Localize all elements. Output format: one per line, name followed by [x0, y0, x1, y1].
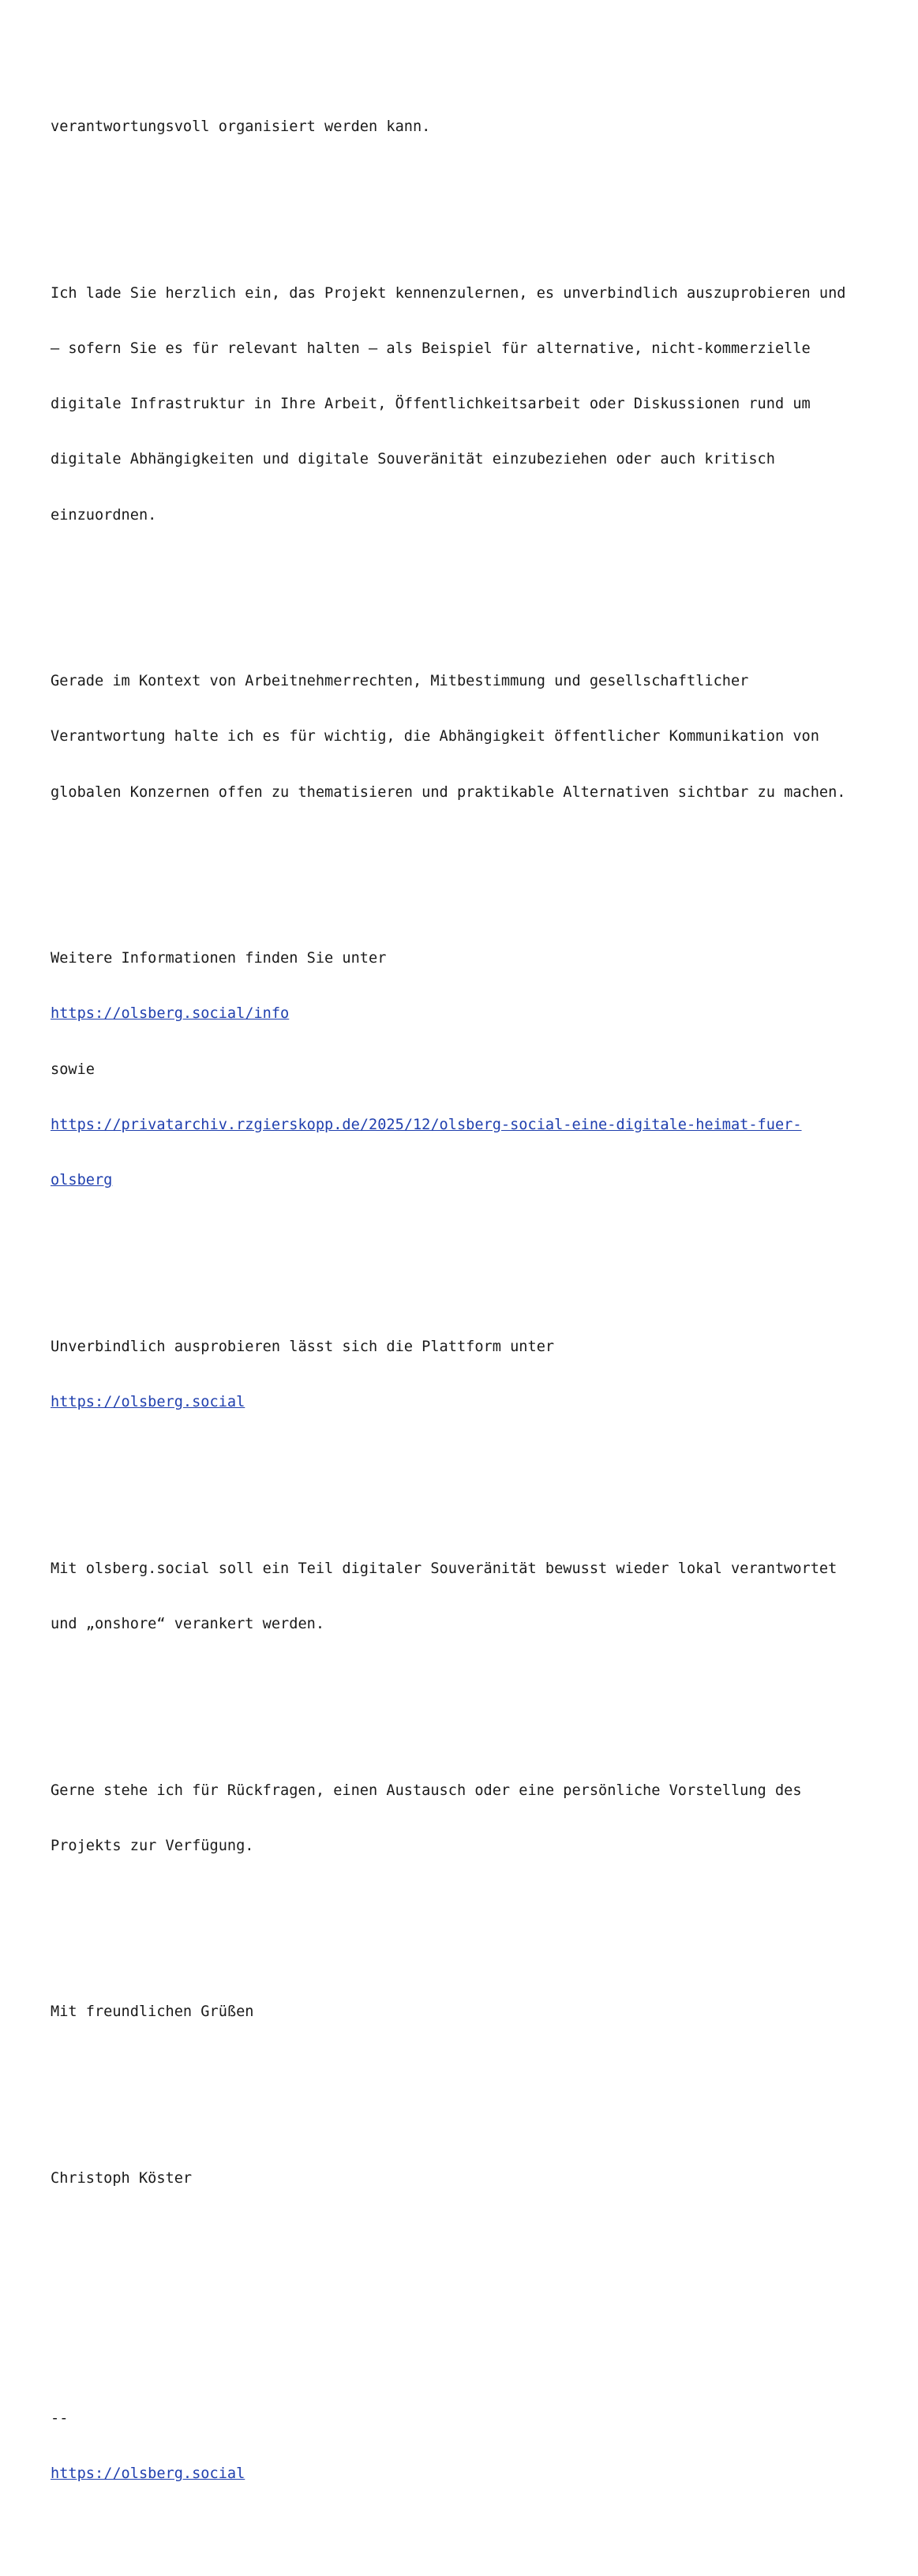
- try-paragraph: [51, 1301, 887, 1448]
- article-link-line-1[interactable]: https://privatarchiv.rzgierskopp.de/2025/12/olsberg-social-eine-digitale-heimat-fuer-: [51, 1116, 802, 1133]
- article-link-line-2[interactable]: olsberg: [51, 1172, 113, 1189]
- signature-block: [51, 2372, 887, 2520]
- info-paragraph: [51, 912, 887, 1226]
- email-body: [51, 25, 887, 2576]
- sender-paragraph: [51, 2132, 887, 2225]
- closing-paragraph: [51, 1966, 887, 2059]
- info-lead: Weitere Informationen finden Sie unter: [51, 950, 387, 967]
- contact-paragraph: [51, 1744, 887, 1892]
- closing-line: Mit freundlichen Grüßen: [51, 2003, 254, 2021]
- invite-line-1: Ich lade Sie herzlich ein, das Projekt kennenzulernen, es unverbindlich auszuprobieren und: [51, 284, 846, 302]
- intro-paragraph: [51, 81, 887, 173]
- contact-line-1: Gerne stehe ich für Rückfragen, einen Austausch oder eine persönliche Vorstellung des: [51, 1782, 802, 1799]
- sender-name: Christoph Köster: [51, 2170, 193, 2187]
- signature-separator: --: [51, 2410, 69, 2428]
- try-link[interactable]: https://olsberg.social: [51, 1394, 245, 1410]
- intro-line: verantwortungsvoll organisiert werden kann.: [51, 118, 431, 136]
- signature-link[interactable]: https://olsberg.social: [51, 2465, 245, 2483]
- sovereignty-paragraph: [51, 1523, 887, 1670]
- context-paragraph: [51, 635, 887, 838]
- invite-paragraph: [51, 247, 887, 561]
- context-line-3: globalen Konzernen offen zu thematisieren und praktikable Alternativen sichtbar zu machen.: [51, 783, 846, 801]
- info-link[interactable]: https://olsberg.social/info: [51, 1005, 290, 1023]
- info-joiner: sowie: [51, 1061, 95, 1078]
- context-line-2: Verantwortung halte ich es für wichtig, die Abhängigkeit öffentlicher Kommunikation von: [51, 728, 819, 745]
- sovereignty-line-2: und „onshore“ verankert werden.: [51, 1615, 325, 1632]
- invite-line-2: – sofern Sie es für relevant halten – als Beispiel für alternative, nicht-kommerzielle: [51, 340, 811, 357]
- sovereignty-line-1: Mit olsberg.social soll ein Teil digitaler Souveränität bewusst wieder lokal verantwortet: [51, 1560, 837, 1577]
- invite-line-4: digitale Abhängigkeiten und digitale Souveränität einzubeziehen oder auch kritisch: [51, 451, 775, 468]
- signature-gap: [51, 2299, 887, 2317]
- invite-line-5: einzuordnen.: [51, 506, 157, 524]
- invite-line-3: digitale Infrastruktur in Ihre Arbeit, Öffentlichkeitsarbeit oder Diskussionen rund um: [51, 396, 811, 413]
- try-lead: Unverbindlich ausprobieren lässt sich die Plattform unter: [51, 1338, 555, 1355]
- contact-line-2: Projekts zur Verfügung.: [51, 1837, 254, 1854]
- context-line-1: Gerade im Kontext von Arbeitnehmerrechten, Mitbestimmung und gesellschaftlicher: [51, 673, 749, 690]
